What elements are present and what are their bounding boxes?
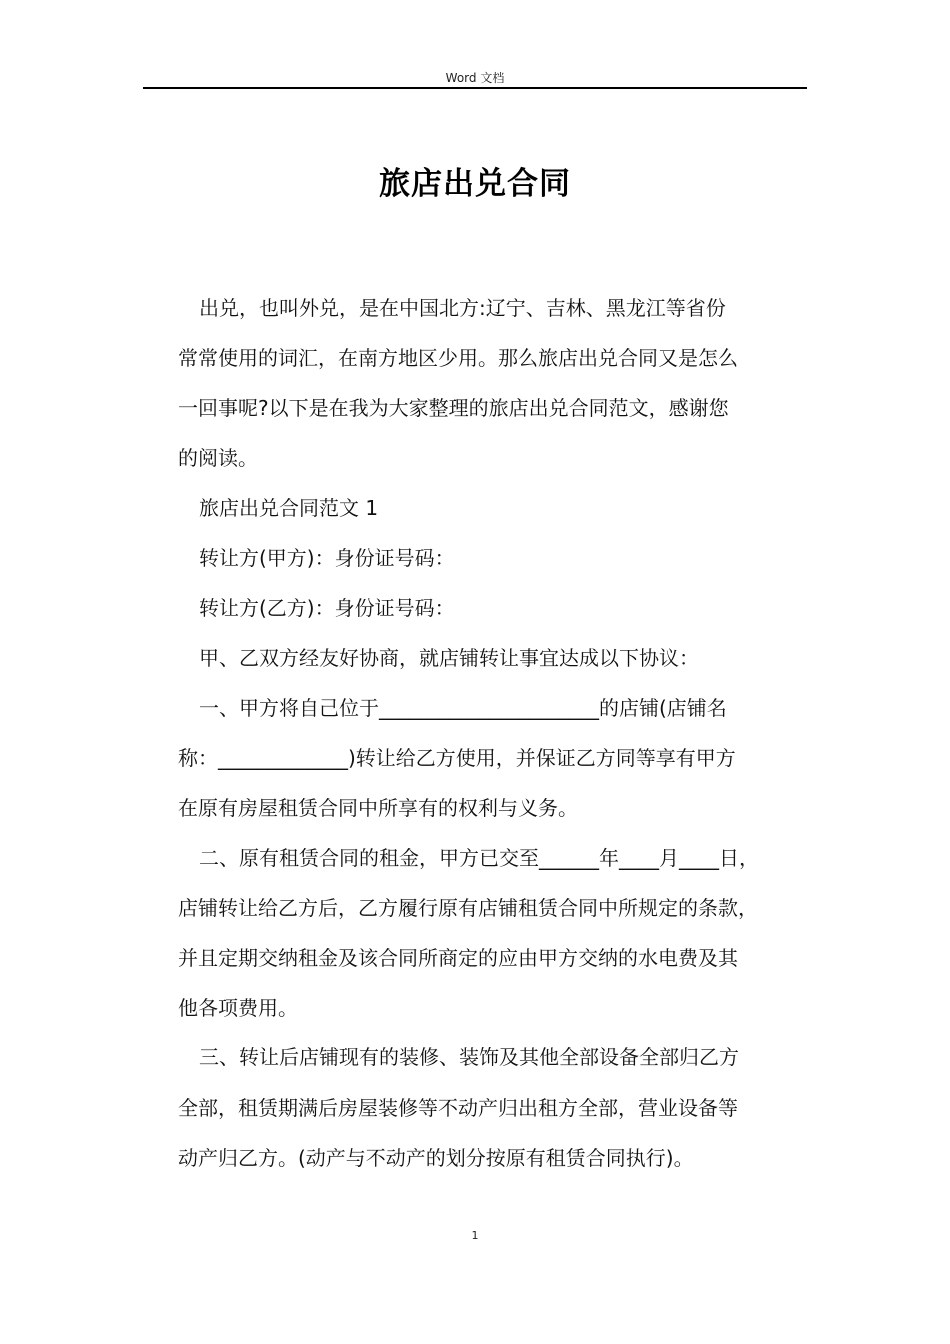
clause-line: 动产归乙方。(动产与不动产的划分按原有租赁合同执行)。 bbox=[178, 1146, 694, 1170]
clause-line: 他各项费用。 bbox=[178, 996, 298, 1020]
paragraph-line: 甲、乙双方经友好协商，就店铺转让事宜达成以下协议： bbox=[199, 646, 699, 670]
page-number: 1 bbox=[471, 1229, 479, 1242]
paragraph-line: 的阅读。 bbox=[178, 446, 258, 470]
paragraph-line: 一回事呢?以下是在我为大家整理的旅店出兑合同范文，感谢您 bbox=[178, 396, 729, 420]
clause-line: 二、原有租赁合同的租金，甲方已交至______年____月____日， bbox=[199, 846, 759, 870]
party-b-line: 转让方(乙方)：身份证号码： bbox=[199, 596, 455, 620]
paragraph-line: 出兑，也叫外兑，是在中国北方:辽宁、吉林、黑龙江等省份 bbox=[199, 296, 726, 320]
clause-line: 店铺转让给乙方后，乙方履行原有店铺租赁合同中所规定的条款， bbox=[178, 896, 758, 920]
clause-line: 全部，租赁期满后房屋装修等不动产归出租方全部，营业设备等 bbox=[178, 1096, 738, 1120]
paragraph-line: 常常使用的词汇，在南方地区少用。那么旅店出兑合同又是怎么 bbox=[178, 346, 738, 370]
clause-line: 并且定期交纳租金及该合同所商定的应由甲方交纳的水电费及其 bbox=[178, 946, 738, 970]
document-title: 旅店出兑合同 bbox=[379, 166, 571, 202]
clause-line: 称：_____________)转让给乙方使用，并保证乙方同等享有甲方 bbox=[178, 746, 736, 770]
section-heading: 旅店出兑合同范文 1 bbox=[199, 496, 379, 520]
party-a-line: 转让方(甲方)：身份证号码： bbox=[199, 546, 455, 570]
document-header-label: Word 文档 bbox=[445, 71, 505, 85]
clause-line: 三、转让后店铺现有的装修、装饰及其他全部设备全部归乙方 bbox=[199, 1045, 739, 1069]
clause-line: 一、甲方将自己位于______________________的店铺(店铺名 bbox=[199, 696, 727, 720]
header-divider bbox=[143, 87, 807, 89]
clause-line: 在原有房屋租赁合同中所享有的权利与义务。 bbox=[178, 796, 578, 820]
